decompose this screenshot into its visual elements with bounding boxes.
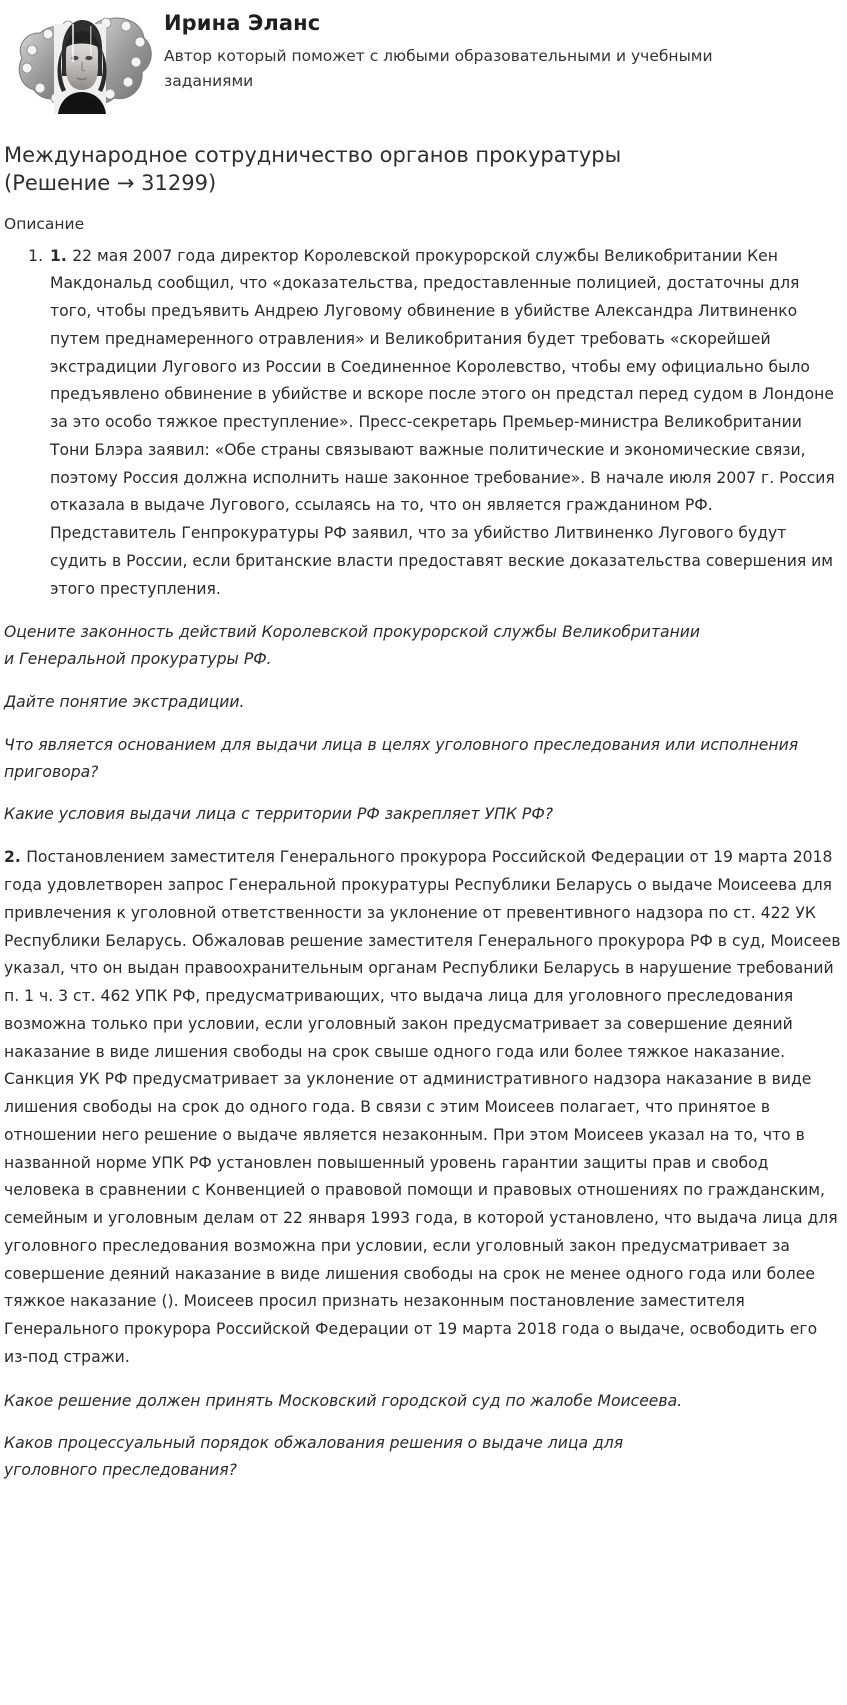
task2-paragraph [4, 844, 843, 1371]
avatar [10, 6, 158, 118]
question-item: Дайте понятие экстрадиции. [4, 693, 245, 712]
task2-text: Постановлением заместителя Генерального прокурора Российской Федерации от 19 марта 2018 года удовлетворен запрос Генеральной прокуратуры Республики Беларусь о выдаче Моисеева для привлечения к уголовной ответственности за уклонение от превентивного надзора по ст. 422 УК Республики Беларусь. Обжаловав решение заместителя Генерального прокурора РФ в суд, Моисеев указал, что он выдан правоохранительным органам Республики Беларусь в нарушение требований п. 1 ч. 3 ст. 462 УПК РФ, предусматривающих, что выдача лица для уголовного преследования возможна только при условии, если уголовный закон предусматривает за совершение деяний наказание в виде лишения свободы на срок свыше одного года или более тяжкое наказание. Санкция УК РФ предусматривает за уклонение от административного надзора наказание в виде лишения свободы на срок до одного года. В связи с этим Моисеев полагает, что принятое в отношении него решение о выдаче является незаконным. При этом Моисеев указал на то, что в названной норме УПК РФ установлен повышенный уровень гарантии защиты прав и свобод человека в сравнении с Конвенцией о правовой помощи и правовых отношениях по гражданским, семейным и уголовным делам от 22 января 1993 года, в которой установлено, что выдача лица для уголовного преследования возможна при условии, если уголовный закон предусматривает за совершение деяний наказание в виде лишения свободы на срок не менее одного года или более тяжкое наказание (). Моисеев просил признать незаконным постановление заместителя Генерального прокурора Российской Федерации от 19 марта 2018 года о выдаче, освободить его из-под стражи. [4, 848, 841, 1366]
task1-marker: 1. [50, 246, 73, 265]
avatar-photo-icon [10, 6, 158, 118]
task1-text: 22 мая 2007 года директор Королевской прокурорской службы Великобритании Кен Макдональд сообщил, что «доказательства, предоставленные полицией, достаточны для того, чтобы предъявить Андрею Луговому обвинение в убийстве Александра Литвиненко путем преднамеренного отравления» и Великобритания будет требовать «скорейшей экстрадиции Лугового из России в Соединенное Королевство, чтобы ему официально было предъявлено обвинение в убийстве и вскоре после этого он предстал перед судом в Лондоне за это особо тяжкое преступление». Пресс-секретарь Премьер-министра Великобритании Тони Блэра заявил: «Обе страны связывают важные политические и экономические связи, поэтому Россия должна исполнить наше законное требование». В начале июля 2007 г. Россия отказала в выдаче Лугового, ссылаясь на то, что он является гражданином РФ. Представитель Генпрокуратуры РФ заявил, что за убийство Литвиненко Лугового будут судить в России, если британские власти предоставят веские доказательства совершения им этого преступления. [50, 246, 835, 598]
task2-marker: 2. [4, 848, 27, 867]
question-item: Что является основанием для выдачи лица в целях уголовного преследования или исполнения приговора? [4, 735, 799, 781]
task-list [4, 243, 843, 604]
questions-group-1 [4, 619, 843, 828]
question-item: Какое решение должен принять Московский городской суд по жалобе Моисеева. [4, 1391, 683, 1410]
avatar-wrap [4, 4, 164, 118]
author-meta [164, 4, 843, 94]
question-item: Оцените законность действий Королевской прокурорской службы Великобритании и Генеральной прокуратуры РФ. [4, 623, 701, 669]
author-name: Ирина Эланс [164, 11, 321, 35]
page-title: Международное сотрудничество органов прокуратуры (Решение → 31299) [4, 143, 622, 195]
list-item [48, 243, 843, 604]
description-label: Описание [4, 214, 85, 233]
author-tagline: Автор который поможет с любыми образовательными и учебными заданиями [164, 47, 713, 91]
questions-group-2 [4, 1388, 843, 1484]
question-item: Каков процессуальный порядок обжалования решения о выдаче лица для уголовного преследования? [4, 1434, 624, 1480]
question-item: Какие условия выдачи лица с территории РФ закрепляет УПК РФ? [4, 805, 554, 824]
author-header [4, 0, 843, 128]
